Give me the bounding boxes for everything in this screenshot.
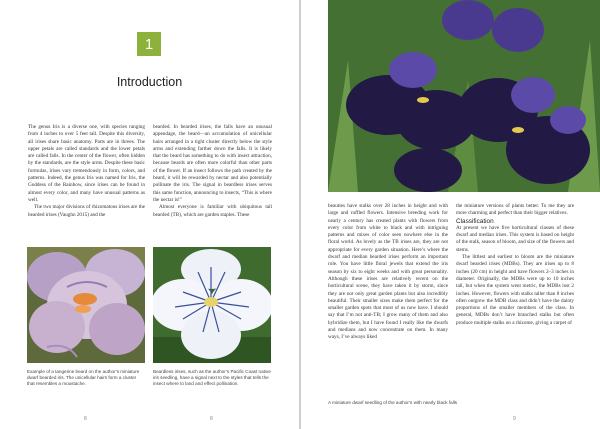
chapter-number-badge: 1 <box>137 32 161 56</box>
paragraph: The genus Iris is a diverse one, with species ranging from 4 inches to over 5 feet tall. Despite this diversity, all irises share basic anatomy. Parts are in threes. The upper petals are called standards and the lower petals are called falls. In the center of the flower, often hidden by the standards, are the style arms. Despite these basic formulas, irises vary tremendously in form, colors, and patterns. Indeed, the genus Iris was named for Iris, the Goddess of the Rainbow, since irises can be found in almost every color, and many have unusual patterns as well. <box>28 124 145 203</box>
paragraph: At present we have five horticultural classes of these dwarf and median irises. This system is based on height of the stalk, season of bloom, and size of the flowers and stems. <box>456 224 574 253</box>
paragraph: the miniature versions of plants better. To me they are more charming and perfect than their bigger relatives. <box>456 203 574 217</box>
right-text-column-1 <box>328 203 448 342</box>
paragraph: The two major divisions of rhizomatous irises are the bearded irises (Vaughn 2015) and the <box>28 204 145 218</box>
chapter-title: Introduction <box>116 75 183 89</box>
photo-caption-2: Beardless irises, such as the author’s Pacific Coast native iris seedling, have a signal next to the styles that tells the insect where to land and effect pollination. <box>153 369 271 386</box>
photo-caption-1: Example of a tangerine beard on the author’s miniature dwarf bearded iris. The unicellular hairs form a cluster that resembles a moustache. <box>27 369 140 386</box>
page-number-right: 9 <box>513 416 516 422</box>
paragraph: The littlest and earliest to bloom are the miniature dwarf bearded irises (MDBs). They are irises up to 8 inches (20 cm) in height and have flowers 2–3 inches in diameter. Originally, the MDBs were up to 10 inches tall, but when the system went metric, the MDBs lost 2 inches. However, flowers with stalks taller than 8 inches often outgrew the MDB class and didn’t have the dainty proportions of the smaller members of the class. In general, MDBs don’t have branched stalks but often produce multiple stalks on a rhizome, giving a carpet of <box>456 254 574 326</box>
left-text-column-2 <box>153 124 272 219</box>
photo-dark-iris <box>328 0 600 192</box>
right-text-column-2 <box>456 203 574 327</box>
page-number-left-2: 8 <box>210 416 213 422</box>
photo-beardless-iris <box>153 247 271 363</box>
photo-bearded-iris <box>27 247 145 363</box>
paragraph: bearded. In bearded irises, the falls have an unusual appendage, the beard—an accumulation of unicellular hairs arranged in a tight cluster directly below the style arms and extending farther down the falls. It is likely that the beard has something to do with insect attraction, because beards are often more colorful than other parts of the flower. If an insect follows the path created by the beard, it will be rewarded by nectar and also potentially pollinate the iris. The signal in beardless irises serves this same function, announcing to insects, “This is where the nectar is!” <box>153 124 272 203</box>
paragraph: beauties have stalks over 28 inches in height and with large and ruffled flowers. Intensive breeding work for nearly a century has created plants with flowers from every color from white to black and with intriguing patterns and mixes of color seen nowhere else in the floral world. As lovely as the TB irises are, they are not appropriate for every garden situation. Here’s where the dwarf and median bearded irises perform an important role. You have little floral jewels that extend the iris season by six to eight weeks and with great personality. Although these irises are relatively recent on the horticultural scene, they have taken it by storm, since they are not only great garden plants but also incredibly beautiful. Their smaller sizes make them perfect for the smaller garden spots that most of us now have. I should say that I’m not anti-TB; I grow many of them and also hybridize them, but I have found I really like the dwarfs and medians and now concentrate on them. In many ways, I’ve always liked <box>328 203 448 341</box>
section-heading: Classification <box>456 217 494 225</box>
paragraph: Almost everyone is familiar with ubiquitous tall bearded (TB), which are garden staples. These <box>153 204 272 218</box>
right-page <box>301 0 600 429</box>
photo-caption-3: A miniature dwarf seedling of the author’s with nearly black falls <box>328 400 458 405</box>
left-page <box>0 0 299 429</box>
page-number-left-1: 8 <box>84 416 87 422</box>
left-text-column-1 <box>28 124 145 219</box>
